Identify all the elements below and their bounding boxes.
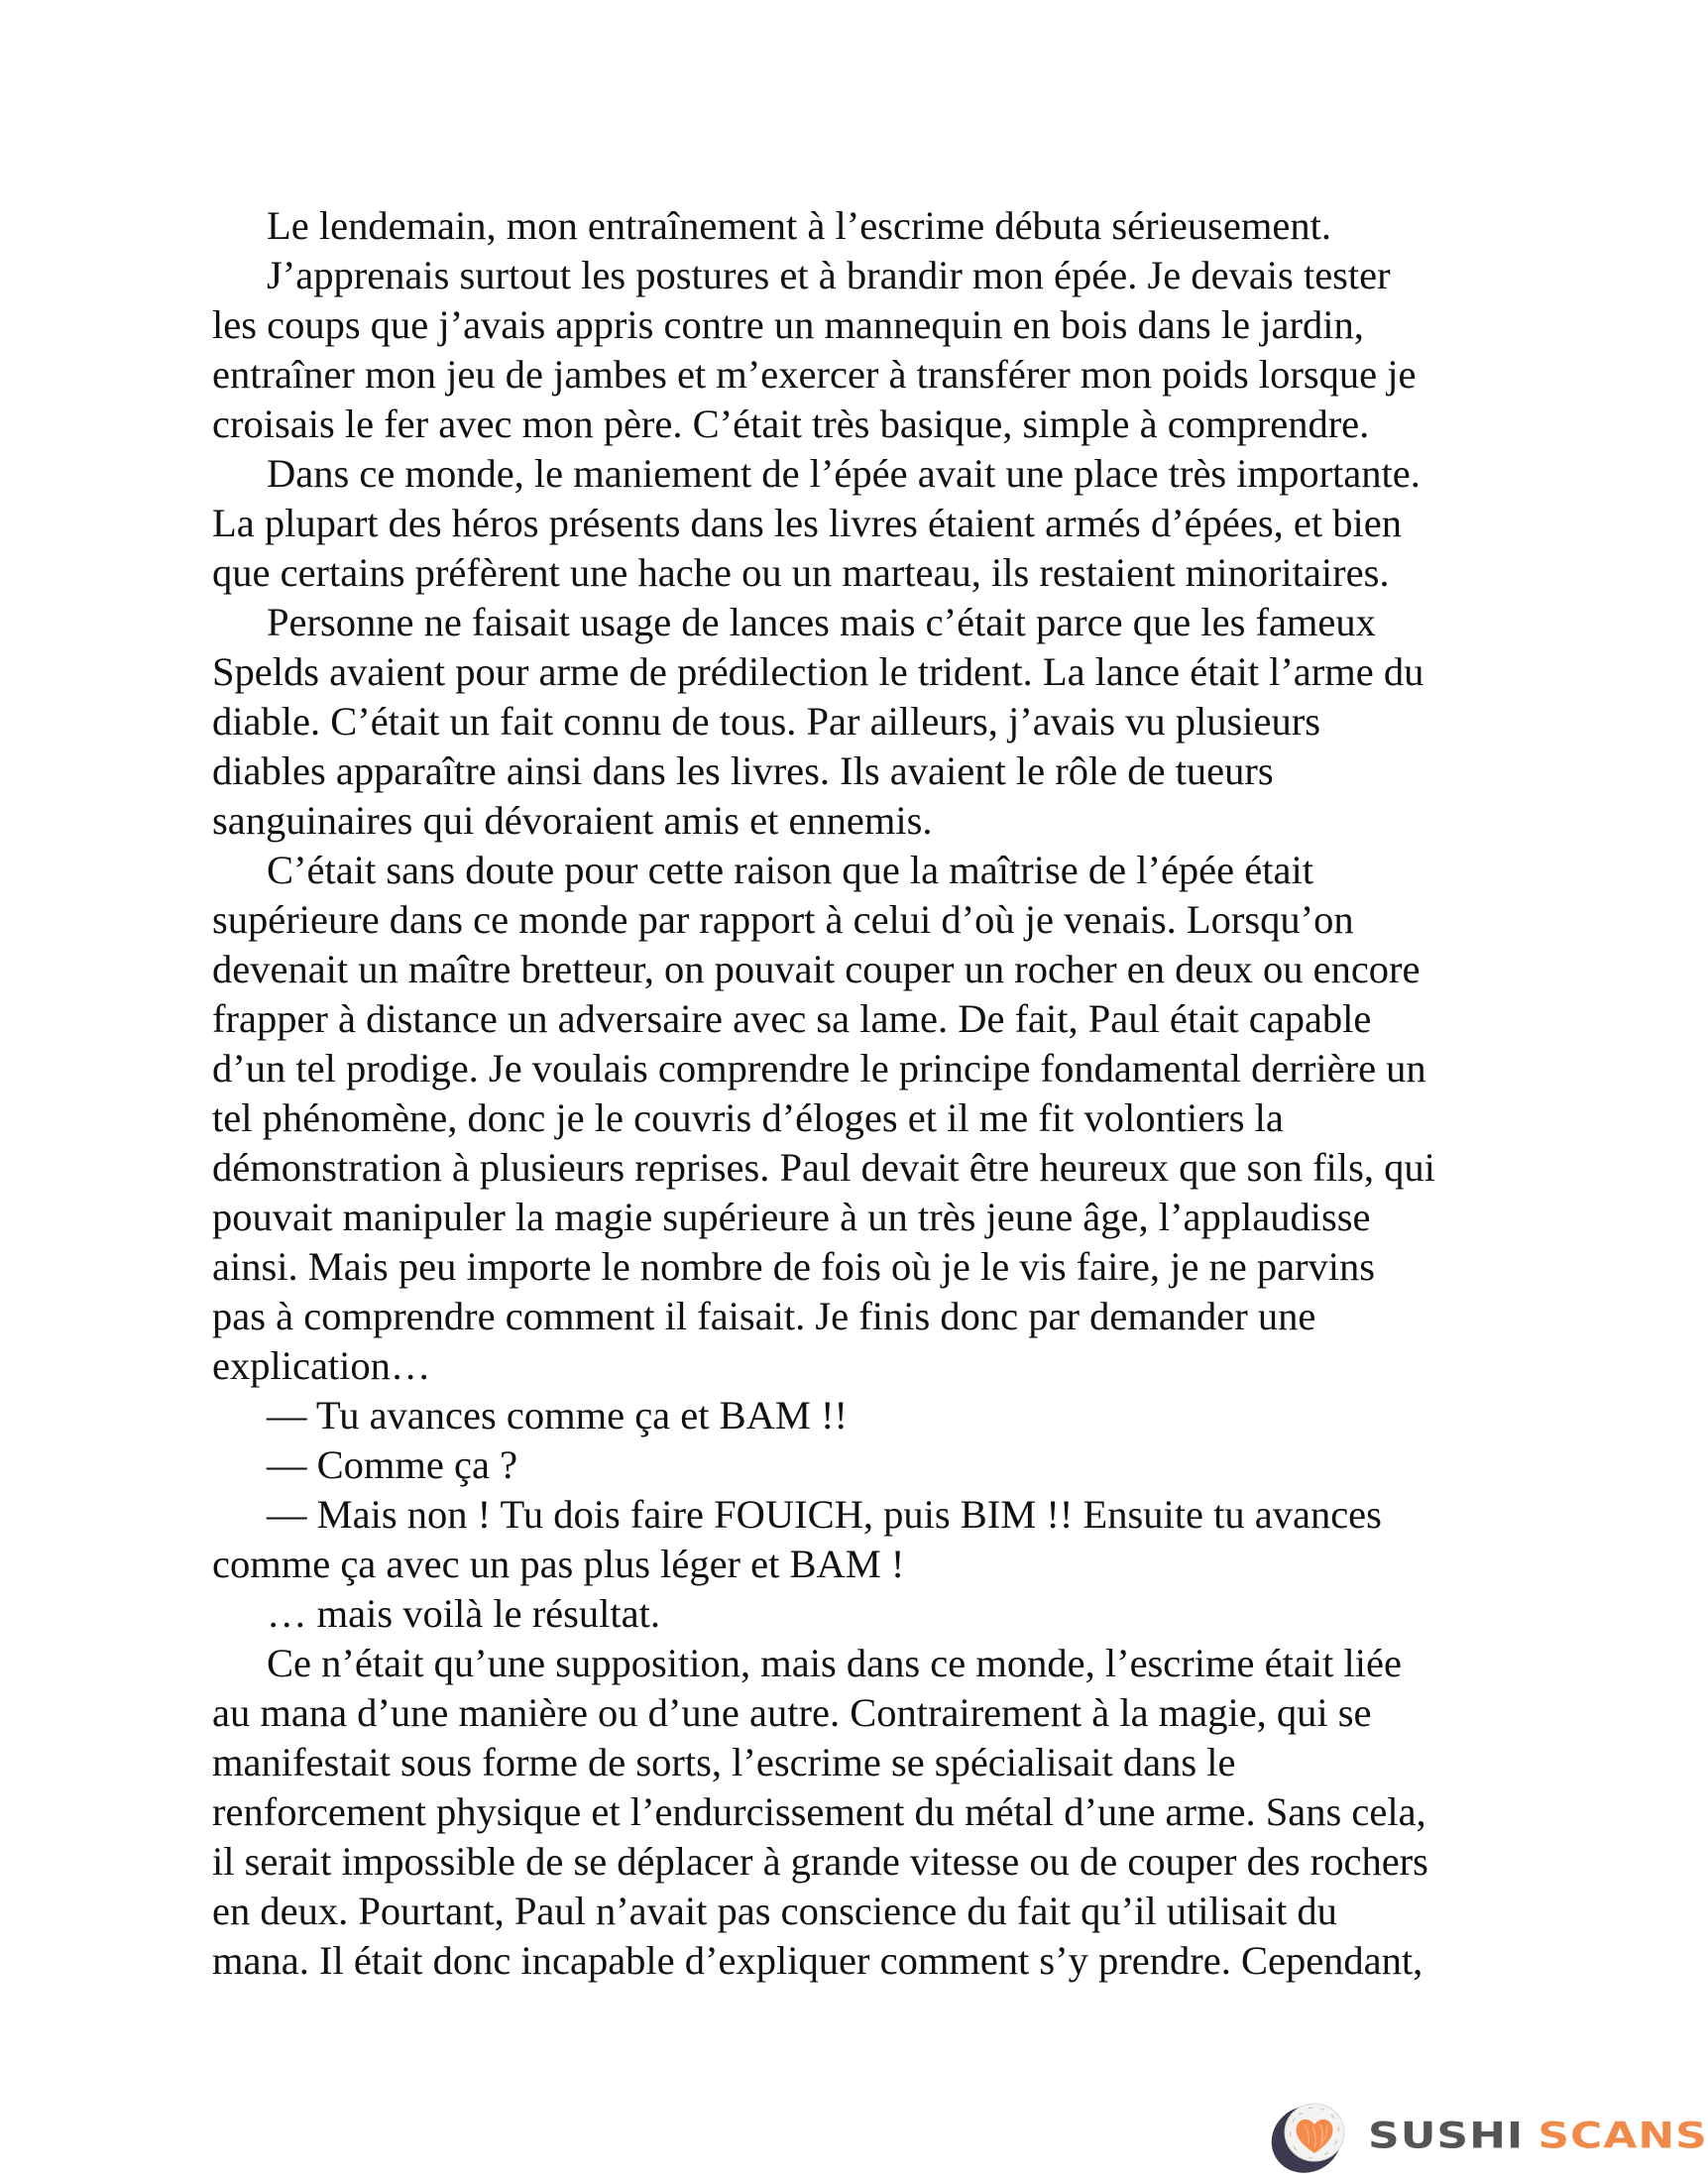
text-line: frapper à distance un adversaire avec sa lame. De fait, Paul était capable — [212, 996, 1372, 1041]
text-line: mana. Il était donc incapable d’expliquer comment s’y prendre. Cependant, — [212, 1938, 1423, 1983]
text-line: entraîner mon jeu de jambes et m’exercer à transférer mon poids lorsque je — [212, 352, 1417, 397]
text-line: démonstration à plusieurs reprises. Paul devait être heureux que son fils, qui — [212, 1145, 1435, 1190]
paragraph — [212, 598, 1501, 846]
text-line: La plupart des héros présents dans les livres étaient armés d’épées, et bien — [212, 501, 1402, 545]
body-text — [212, 201, 1501, 1986]
text-line: supérieure dans ce monde par rapport à celui d’où je venais. Lorsqu’on — [212, 897, 1354, 942]
text-line: Personne ne faisait usage de lances mais c’était parce que les fameux — [267, 600, 1376, 644]
text-line: explication… — [212, 1343, 431, 1388]
text-line: Dans ce monde, le maniement de l’épée avait une place très importante. — [267, 451, 1421, 496]
text-line: diables apparaître ainsi dans les livres. Ils avaient le rôle de tueurs — [212, 748, 1274, 793]
sushi-roll-heart-icon — [1269, 2097, 1348, 2176]
text-line: — Comme ça ? — [267, 1442, 518, 1487]
paragraph — [212, 449, 1501, 598]
paragraph — [212, 1391, 1501, 1440]
text-line: C’était sans doute pour cette raison que la maîtrise de l’épée était — [267, 848, 1313, 892]
text-line: renforcement physique et l’endurcissement du métal d’une arme. Sans cela, — [212, 1789, 1426, 1834]
paragraph — [212, 1639, 1501, 1986]
text-line: tel phénomène, donc je le couvris d’éloges et il me fit volontiers la — [212, 1095, 1284, 1140]
text-line: Ce n’était qu’une supposition, mais dans ce monde, l’escrime était liée — [267, 1641, 1402, 1685]
paragraph — [212, 201, 1501, 251]
paragraph — [212, 251, 1501, 449]
text-line: manifestait sous forme de sorts, l’escrime se spécialisait dans le — [212, 1740, 1236, 1784]
text-line: pouvait manipuler la magie supérieure à un très jeune âge, l’applaudisse — [212, 1195, 1371, 1239]
text-line: il serait impossible de se déplacer à grande vitesse ou de couper des rochers — [212, 1839, 1428, 1884]
text-line: les coups que j’avais appris contre un mannequin en bois dans le jardin, — [212, 302, 1364, 347]
paragraph — [212, 1589, 1501, 1639]
text-line: comme ça avec un pas plus léger et BAM ! — [212, 1542, 905, 1586]
text-line: … mais voilà le résultat. — [267, 1591, 661, 1636]
logo-word-scans: SCANS — [1537, 2115, 1708, 2157]
watermark-logo — [1269, 2097, 1708, 2176]
logo-word-sushi: SUSHI — [1368, 2115, 1525, 2157]
logo-wordmark — [1368, 2117, 1708, 2155]
text-line: en deux. Pourtant, Paul n’avait pas conscience du fait qu’il utilisait du — [212, 1889, 1337, 1933]
text-line: Le lendemain, mon entraînement à l’escrime débuta sérieusement. — [267, 203, 1331, 248]
text-line: croisais le fer avec mon père. C’était très basique, simple à comprendre. — [212, 402, 1370, 446]
text-line: sanguinaires qui dévoraient amis et ennemis. — [212, 798, 933, 843]
text-line: pas à comprendre comment il faisait. Je finis donc par demander une — [212, 1294, 1316, 1338]
paragraph — [212, 1490, 1501, 1589]
paragraph — [212, 846, 1501, 1391]
paragraph — [212, 1440, 1501, 1490]
text-line: que certains préfèrent une hache ou un marteau, ils restaient minoritaires. — [212, 550, 1390, 595]
text-line: au mana d’une manière ou d’une autre. Contrairement à la magie, qui se — [212, 1690, 1372, 1735]
text-line: ainsi. Mais peu importe le nombre de fois où je le vis faire, je ne parvins — [212, 1244, 1376, 1289]
text-line: diable. C’était un fait connu de tous. Par ailleurs, j’avais vu plusieurs — [212, 699, 1320, 744]
text-line: devenait un maître bretteur, on pouvait couper un rocher en deux ou encore — [212, 947, 1421, 991]
text-line: Spelds avaient pour arme de prédilection le trident. La lance était l’arme du — [212, 649, 1424, 694]
text-line: d’un tel prodige. Je voulais comprendre le principe fondamental derrière un — [212, 1046, 1426, 1090]
text-line: — Tu avances comme ça et BAM !! — [267, 1393, 849, 1437]
text-line: — Mais non ! Tu dois faire FOUICH, puis BIM !! Ensuite tu avances — [267, 1492, 1382, 1537]
text-line: J’apprenais surtout les postures et à brandir mon épée. Je devais tester — [267, 253, 1391, 297]
